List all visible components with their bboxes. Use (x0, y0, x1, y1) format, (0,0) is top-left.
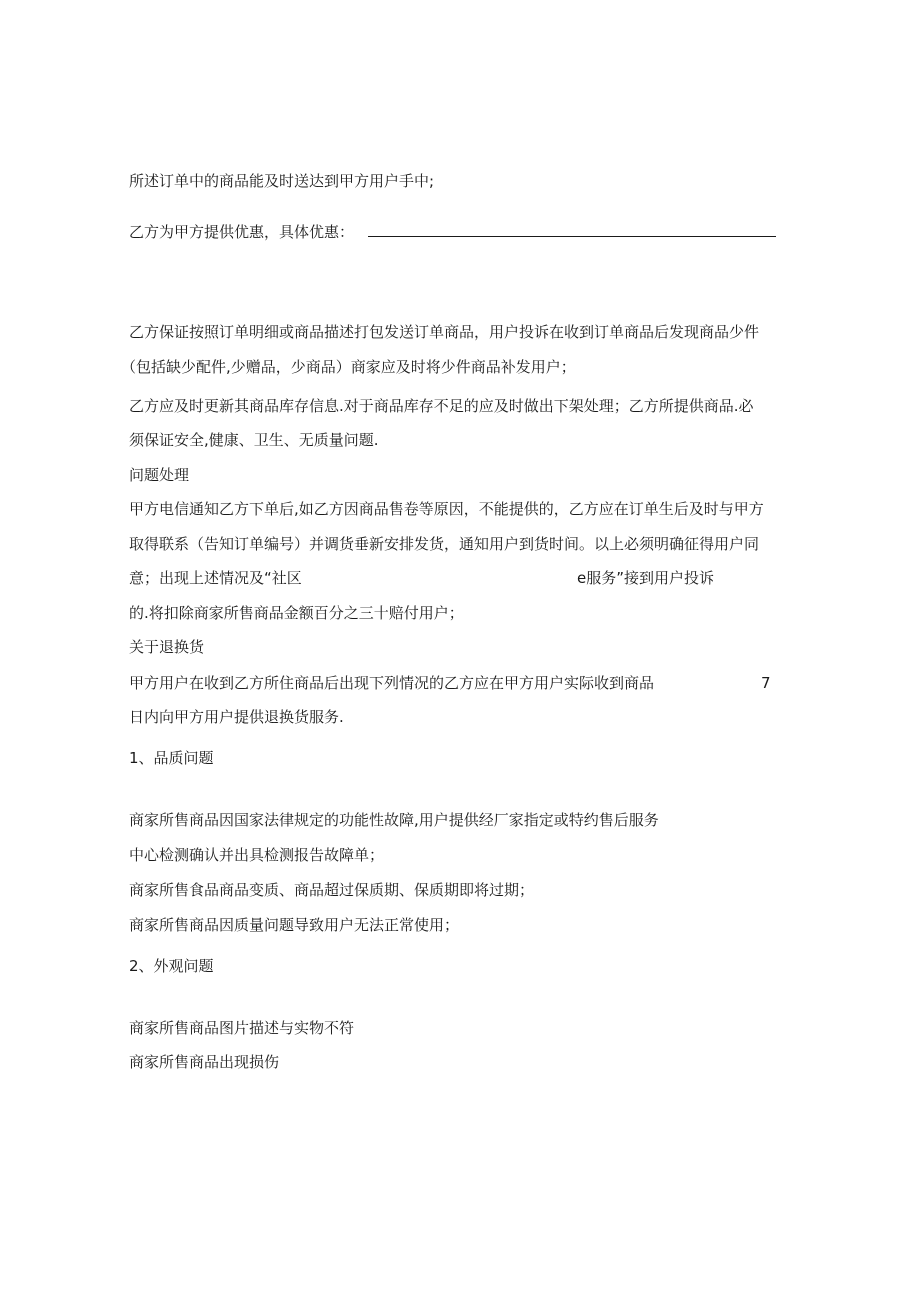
discount-blank-underline (368, 222, 776, 237)
text-line-returns-condition: 甲方用户在收到乙方所住商品后出现下列情况的乙方应在甲方用户实际收到商品 (129, 674, 655, 692)
subsection-heading-appearance: 2、外观问题 (129, 957, 214, 975)
section-heading-returns: 关于退换货 (129, 638, 205, 656)
subsection-heading-quality: 1、品质问题 (129, 749, 214, 767)
text-days-number: 7 (761, 674, 771, 692)
text-line-missing-items: （包括缺少配件,少赠品，少商品）商家应及时将少件商品补发用户； (121, 358, 576, 376)
text-line-safety: 须保证安全,健康、卫生、无质量问题. (129, 431, 379, 449)
text-line-quality-problem: 商家所售商品因质量问题导致用户无法正常使用； (129, 916, 460, 934)
text-line-contact: 取得联系（告知订单编号）并调货垂新安排发货，通知用户到货时间。以上必须明确征得用户同 (129, 535, 760, 553)
text-line-functional-fault: 商家所售商品因国家法律规定的功能性故障,用户提供经厂家指定或特约售后服务 (129, 811, 659, 829)
discount-label: 乙方为甲方提供优惠，具体优惠： (129, 223, 355, 241)
text-line-damage: 商家所售商品出现损伤 (129, 1053, 280, 1071)
text-line-inspection-report: 中心检测确认并出具检测报告故障单； (129, 846, 385, 864)
text-line-delivery: 所述订单中的商品能及时送达到甲方用户手中; (129, 172, 435, 190)
text-line-expired-food: 商家所售食品商品变质、商品超过保质期、保质期即将过期； (129, 881, 535, 899)
text-line-inventory: 乙方应及时更新其商品库存信息.对于商品库存不足的应及时做出下架处理；乙方所提供商品.必 (129, 397, 754, 415)
text-line-image-mismatch: 商家所售商品图片描述与实物不符 (129, 1019, 355, 1037)
text-line-packing: 乙方保证按照订单明细或商品描述打包发送订单商品，用户投诉在收到订单商品后发现商品少件 (129, 323, 760, 341)
text-line-returns-service: 日内向甲方用户提供退换货服务. (129, 708, 344, 726)
text-line-notification: 甲方电信通知乙方下单后,如乙方因商品售卷等原因，不能提供的，乙方应在订单生后及时与甲方 (129, 500, 764, 518)
section-heading-problem-handling: 问题处理 (129, 466, 190, 484)
text-line-discount (129, 222, 776, 242)
text-line-complaint-end: e服务”接到用户投诉 (577, 569, 715, 587)
text-line-compensation: 的.将扣除商家所售商品金额百分之三十赔付用户； (129, 604, 464, 622)
text-line-complaint-start: 意；出现上述情况及“社区 (129, 569, 302, 587)
